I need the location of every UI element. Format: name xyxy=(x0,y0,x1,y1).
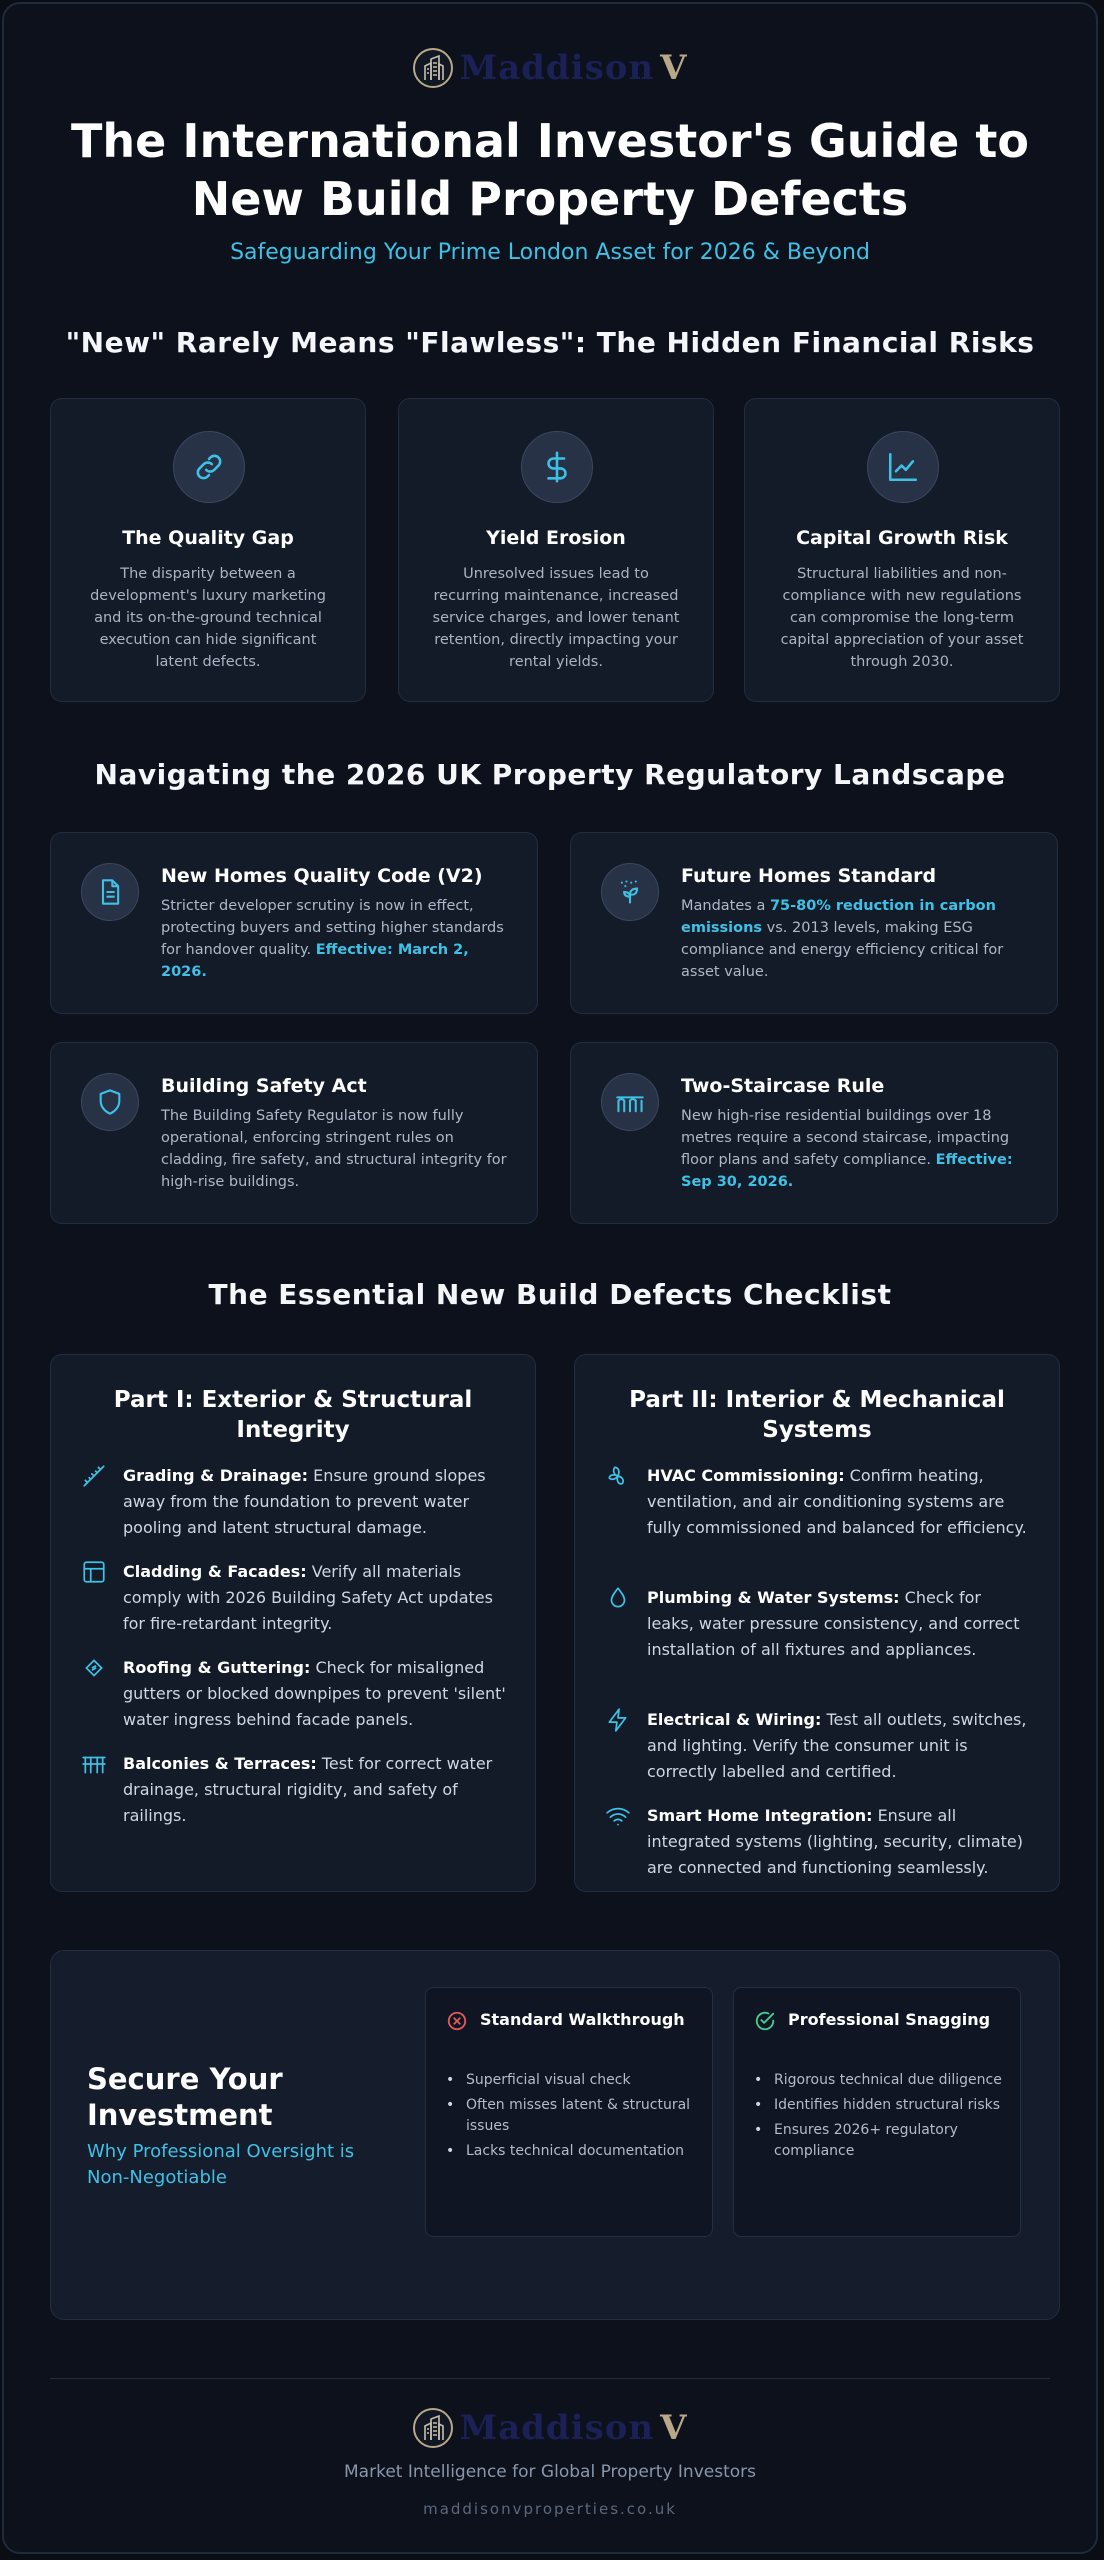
brand-name: Maddison xyxy=(459,48,655,88)
building-logo-icon xyxy=(413,48,453,88)
comparison-point: • Superficial visual check xyxy=(444,2070,698,2091)
checklist-part-interior xyxy=(574,1354,1060,1892)
checklist-part-title: Part I: Exterior & Structural Integrity xyxy=(113,1387,473,1443)
comparison-point: • Identifies hidden structural risks xyxy=(752,2095,1006,2116)
check-item-cladding: Cladding & Facades: Verify all materials comply with 2026 Building Safety Act updates for fire-retardant integrity. xyxy=(81,1559,507,1637)
reg-card-title: Building Safety Act xyxy=(161,1075,367,1097)
lightning-icon xyxy=(605,1707,631,1733)
document-icon xyxy=(81,863,139,921)
page-subtitle: Safeguarding Your Prime London Asset for 2026 & Beyond xyxy=(230,240,870,265)
reg-card-text: Stricter developer scrutiny is now in effect, protecting buyers and setting higher standards for handover quality. Effective: March 2, 2026. xyxy=(161,898,504,980)
check-item-grading: Grading & Drainage: Ensure ground slopes away from the foundation to prevent water pooling and latent structural damage. xyxy=(81,1463,507,1541)
infographic-frame xyxy=(2,2,1098,2554)
dollar-icon xyxy=(521,431,593,503)
footer-tagline: Market Intelligence for Global Property Investors xyxy=(344,2462,756,2482)
secure-subtitle: Why Professional Oversight is Non-Negotiable xyxy=(87,2141,355,2188)
secure-investment-panel xyxy=(50,1950,1060,2320)
reg-card-title: Future Homes Standard xyxy=(681,865,937,887)
comparison-point: • Lacks technical documentation xyxy=(444,2141,698,2162)
comparison-title: Professional Snagging xyxy=(788,2010,991,2029)
check-item-plumbing: Plumbing & Water Systems: Check for leaks, water pressure consistency, and correct installation of all fixtures and appliances. xyxy=(605,1585,1031,1663)
comparison-point: • Ensures 2026+ regulatory compliance xyxy=(752,2120,1006,2162)
footer-divider xyxy=(50,2378,1050,2379)
check-circle-icon xyxy=(754,2010,776,2036)
reg-card-two-staircase xyxy=(570,1042,1058,1224)
risk-card-yield-erosion xyxy=(398,398,714,702)
check-item-roofing: Roofing & Guttering: Check for misaligned gutters or blocked downpipes to prevent 'silent' water ingress behind facade panels. xyxy=(81,1655,507,1733)
checklist-heading: The Essential New Build Defects Checklist xyxy=(208,1278,892,1311)
water-drop-icon xyxy=(605,1585,631,1611)
ruler-icon xyxy=(81,1463,107,1489)
page-title: The International Investor's Guide to New Build Property Defects xyxy=(71,114,1029,226)
roof-diamond-icon xyxy=(81,1655,107,1681)
brand-name: Maddison xyxy=(459,2408,655,2448)
railing-icon xyxy=(81,1751,107,1777)
effective-date: Effective: Sep 30, 2026. xyxy=(681,1152,1013,1190)
risk-card-text: Unresolved issues lead to recurring maintenance, increased service charges, and lower tenant retention, directly impacting your rental yields. xyxy=(432,566,680,670)
secure-title: Secure Your Investment xyxy=(87,2062,283,2132)
comparison-point: • Rigorous technical due diligence xyxy=(752,2070,1006,2091)
reg-card-text: New high-rise residential buildings over 18 metres require a second staircase, impacting floor plans and safety compliance. Effective: Sep 30, 2026. xyxy=(681,1108,1013,1190)
risk-card-title: Yield Erosion xyxy=(486,527,626,549)
effective-date: Effective: March 2, 2026. xyxy=(161,942,469,980)
reg-card-future-homes xyxy=(570,832,1058,1014)
comparison-title: Standard Walkthrough xyxy=(480,2010,685,2029)
reg-card-text: Mandates a 75-80% reduction in carbon emissions vs. 2013 levels, making ESG compliance and energy efficiency critical for asset value. xyxy=(681,898,1004,980)
brand-v: V xyxy=(660,2408,687,2448)
shield-icon xyxy=(81,1073,139,1131)
check-item-balconies: Balconies & Terraces: Test for correct water drainage, structural rigidity, and safety of railings. xyxy=(81,1751,507,1829)
comparison-professional-snagging xyxy=(733,1987,1021,2237)
comparison-point: • Often misses latent & structural issues xyxy=(444,2095,698,2137)
brand-logo xyxy=(4,48,1096,88)
risk-card-text: The disparity between a development's luxury marketing and its on-the-ground technical execution can hide significant latent defects. xyxy=(90,566,326,670)
fan-icon xyxy=(605,1463,631,1489)
footer-brand-logo xyxy=(4,2408,1096,2448)
reg-card-title: Two-Staircase Rule xyxy=(681,1075,885,1097)
building-logo-icon xyxy=(413,2408,453,2448)
line-chart-icon xyxy=(867,431,939,503)
check-item-hvac: HVAC Commissioning: Confirm heating, ventilation, and air conditioning systems are fully commissioned and balanced for efficiency. xyxy=(605,1463,1031,1541)
reg-card-text: The Building Safety Regulator is now fully operational, enforcing stringent rules on cladding, fire safety, and structural integrity for high-rise buildings. xyxy=(161,1108,507,1190)
risk-card-quality-gap xyxy=(50,398,366,702)
check-item-electrical: Electrical & Wiring: Test all outlets, switches, and lighting. Verify the consumer unit is correctly labelled and certified. xyxy=(605,1707,1031,1785)
risk-card-capital-growth xyxy=(744,398,1060,702)
carbon-highlight: 75-80% reduction in carbon emissions xyxy=(681,898,996,936)
reg-card-quality-code xyxy=(50,832,538,1014)
risk-card-title: Capital Growth Risk xyxy=(796,527,1008,549)
checklist-part-exterior xyxy=(50,1354,536,1892)
check-item-smart-home: Smart Home Integration: Ensure all integrated systems (lighting, security, climate) are connected and functioning seamlessly. xyxy=(605,1803,1031,1881)
eco-sprout-icon xyxy=(601,863,659,921)
reg-card-building-safety xyxy=(50,1042,538,1224)
wifi-icon xyxy=(605,1803,631,1829)
comparison-standard-walkthrough xyxy=(425,1987,713,2237)
facade-panel-icon xyxy=(81,1559,107,1585)
brand-v: V xyxy=(660,48,687,88)
regulations-heading: Navigating the 2026 UK Property Regulatory Landscape xyxy=(94,758,1006,791)
footer-website-link[interactable]: maddisonvproperties.co.uk xyxy=(423,2500,677,2518)
risk-card-title: The Quality Gap xyxy=(122,527,294,549)
risks-heading: "New" Rarely Means "Flawless": The Hidden Financial Risks xyxy=(65,326,1035,359)
link-icon xyxy=(173,431,245,503)
checklist-part-title: Part II: Interior & Mechanical Systems xyxy=(629,1387,1005,1443)
staircase-icon xyxy=(601,1073,659,1131)
reg-card-title: New Homes Quality Code (V2) xyxy=(161,865,483,887)
x-circle-icon xyxy=(446,2010,468,2036)
risk-card-text: Structural liabilities and non-compliance with new regulations can compromise the long-term capital appreciation of your asset through 2030. xyxy=(780,566,1024,670)
